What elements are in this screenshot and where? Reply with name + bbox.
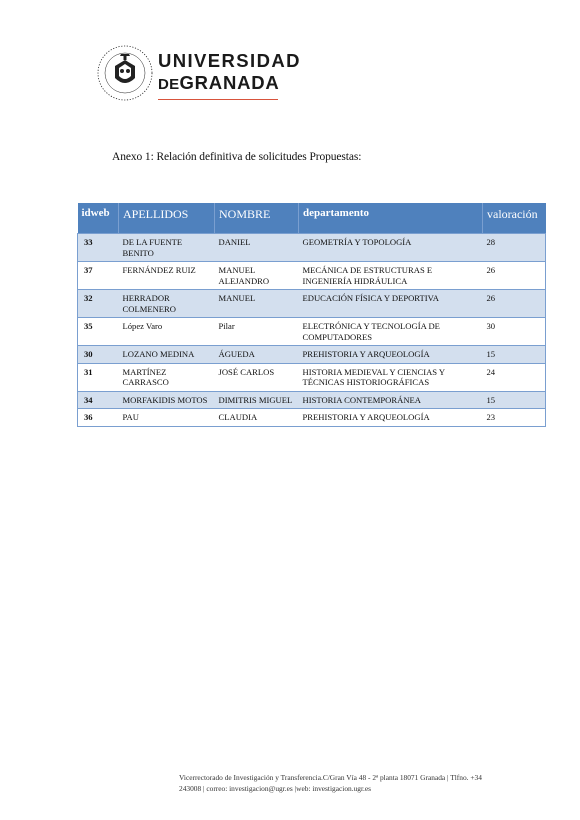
cell-apellidos: DE LA FUENTE BENITO — [119, 234, 215, 262]
cell-valoracion: 15 — [483, 346, 546, 364]
cell-departamento: PREHISTORIA Y ARQUEOLOGÍA — [299, 409, 483, 427]
cell-nombre: DIMITRIS MIGUEL — [215, 391, 299, 409]
cell-departamento: PREHISTORIA Y ARQUEOLOGÍA — [299, 346, 483, 364]
cell-departamento: HISTORIA CONTEMPORÁNEA — [299, 391, 483, 409]
cell-valoracion: 30 — [483, 318, 546, 346]
logo-text-line2 — [158, 72, 280, 94]
cell-nombre: ÁGUEDA — [215, 346, 299, 364]
column-header-apellidos: APELLIDOS — [119, 203, 215, 234]
column-header-departamento: departamento — [299, 203, 483, 234]
cell-idweb: 32 — [78, 290, 119, 318]
university-seal-icon — [96, 44, 154, 102]
table-row — [78, 318, 546, 346]
table-row — [78, 346, 546, 364]
cell-departamento: GEOMETRÍA Y TOPOLOGÍA — [299, 234, 483, 262]
cell-apellidos: HERRADOR COLMENERO — [119, 290, 215, 318]
cell-idweb: 33 — [78, 234, 119, 262]
cell-departamento: EDUCACIÓN FÍSICA Y DEPORTIVA — [299, 290, 483, 318]
footer-address: Vicerrectorado de Investigación y Transferencia.C/Gran Vía 48 - 2ª planta 18071 Granada | Tlfno. +34 — [179, 773, 482, 782]
cell-idweb: 36 — [78, 409, 119, 427]
cell-nombre: Pilar — [215, 318, 299, 346]
cell-valoracion: 24 — [483, 363, 546, 391]
cell-nombre: JOSÉ CARLOS — [215, 363, 299, 391]
cell-apellidos: FERNÁNDEZ RUIZ — [119, 262, 215, 290]
cell-idweb: 30 — [78, 346, 119, 364]
university-logo — [96, 44, 301, 106]
cell-idweb: 35 — [78, 318, 119, 346]
cell-apellidos: López Varo — [119, 318, 215, 346]
cell-valoracion: 15 — [483, 391, 546, 409]
cell-idweb: 37 — [78, 262, 119, 290]
table-header-row — [78, 203, 546, 234]
cell-valoracion: 28 — [483, 234, 546, 262]
cell-valoracion: 23 — [483, 409, 546, 427]
cell-valoracion: 26 — [483, 262, 546, 290]
cell-nombre: CLAUDIA — [215, 409, 299, 427]
column-header-idweb: idweb — [78, 203, 119, 234]
logo-underline — [158, 99, 278, 100]
column-header-nombre: NOMBRE — [215, 203, 299, 234]
cell-valoracion: 26 — [483, 290, 546, 318]
cell-nombre: MANUEL ALEJANDRO — [215, 262, 299, 290]
table-row — [78, 234, 546, 262]
logo-text-main: GRANADA — [179, 72, 280, 93]
table-row — [78, 391, 546, 409]
table-row — [78, 409, 546, 427]
table-row — [78, 290, 546, 318]
table-row — [78, 262, 546, 290]
page-footer — [179, 772, 482, 794]
table-row — [78, 363, 546, 391]
cell-nombre: DANIEL — [215, 234, 299, 262]
results-table — [77, 203, 546, 427]
cell-departamento: ELECTRÓNICA Y TECNOLOGÍA DE COMPUTADORES — [299, 318, 483, 346]
footer-contact: 243008 | correo: investigacion@ugr.es |web: investigacion.ugr.es — [179, 784, 372, 793]
cell-apellidos: LOZANO MEDINA — [119, 346, 215, 364]
cell-nombre: MANUEL — [215, 290, 299, 318]
cell-apellidos: MARTÍNEZ CARRASCO — [119, 363, 215, 391]
logo-text-prefix: DE — [158, 76, 180, 93]
cell-idweb: 34 — [78, 391, 119, 409]
cell-departamento: MECÁNICA DE ESTRUCTURAS E INGENIERÍA HIDRÁULICA — [299, 262, 483, 290]
logo-text-line1: UNIVERSIDAD — [158, 50, 301, 71]
annex-heading: Anexo 1: Relación definitiva de solicitudes Propuestas: — [112, 151, 362, 163]
cell-apellidos: MORFAKIDIS MOTOS — [119, 391, 215, 409]
cell-apellidos: PAU — [119, 409, 215, 427]
cell-departamento: HISTORIA MEDIEVAL Y CIENCIAS Y TÉCNICAS HISTORIOGRÁFICAS — [299, 363, 483, 391]
cell-idweb: 31 — [78, 363, 119, 391]
column-header-valoracion: valoración — [483, 203, 546, 234]
